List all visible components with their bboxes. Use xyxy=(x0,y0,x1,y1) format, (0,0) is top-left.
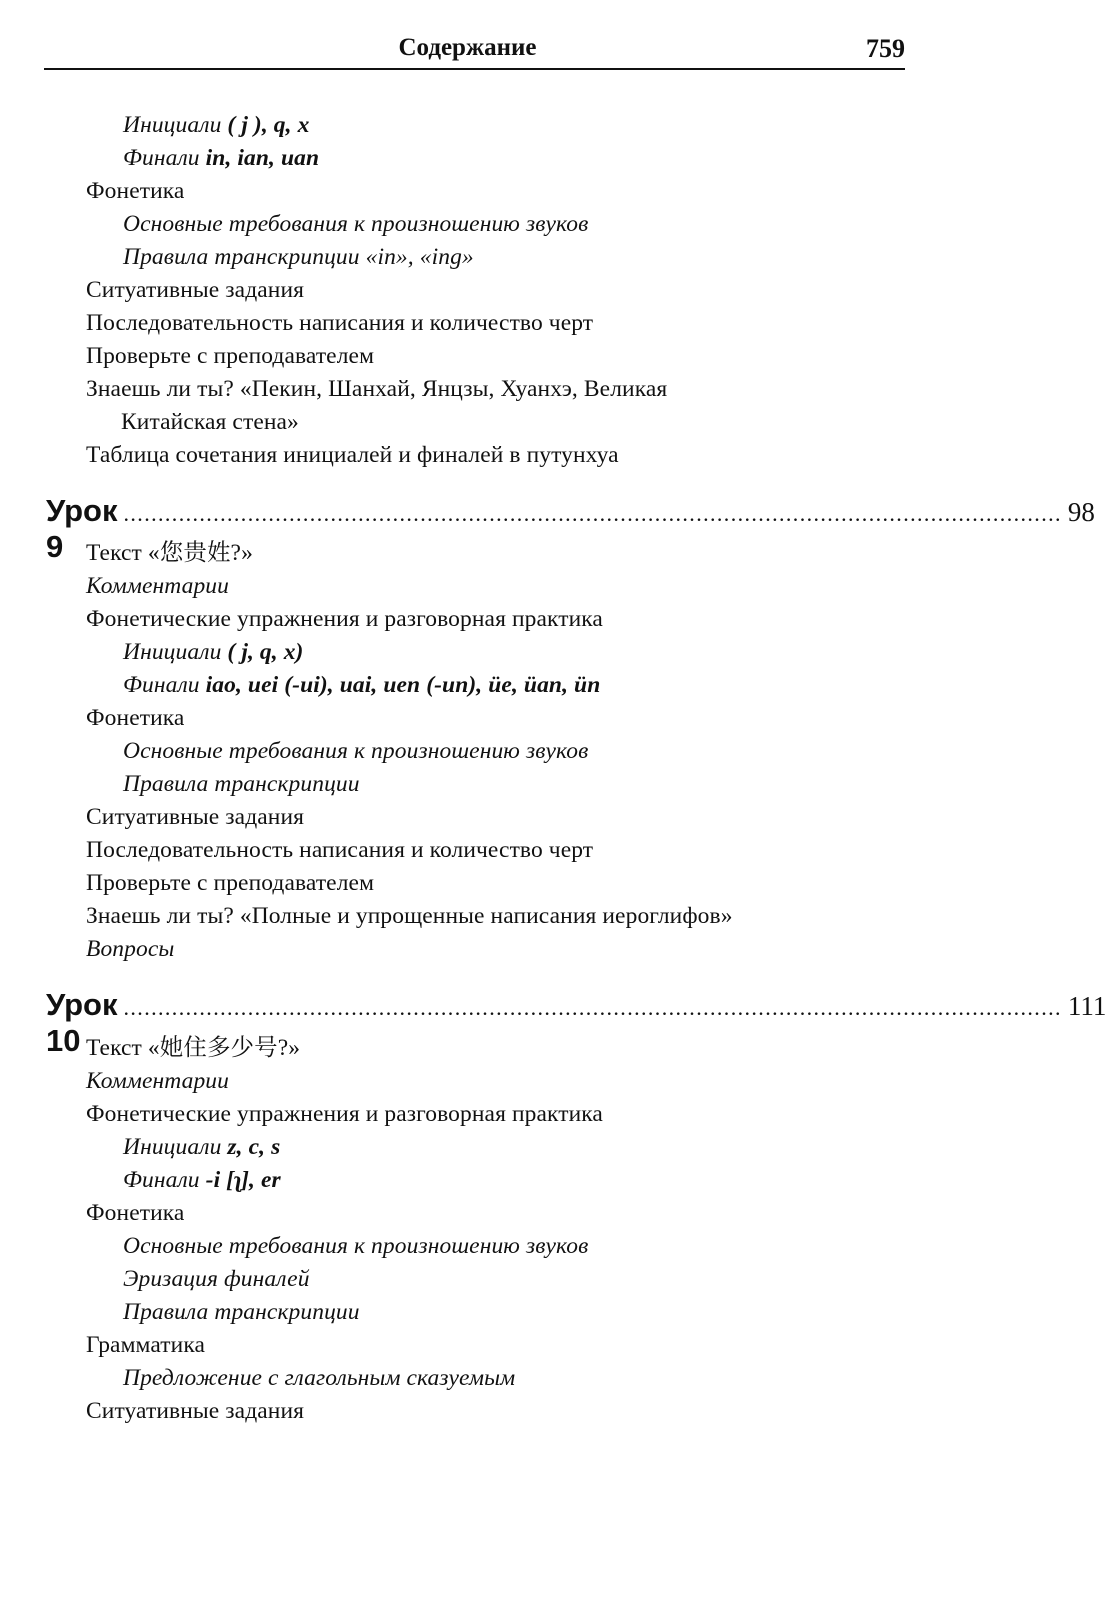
toc-subentry-value: z, c, s xyxy=(227,1134,281,1160)
toc-subentry-label: Инициали xyxy=(123,1134,222,1160)
toc-subentry-finals[interactable] xyxy=(123,143,319,173)
toc-entry-comments[interactable]: Комментарии xyxy=(86,1068,230,1094)
toc-subentry-value: in, ian, uan xyxy=(205,145,320,171)
running-header-title: Содержание xyxy=(398,34,537,61)
toc-subentry-transcription[interactable]: Правила транскрипции xyxy=(123,771,360,797)
toc-entry-situational-tasks[interactable]: Ситуативные задания xyxy=(86,1398,305,1424)
toc-entry-phonetics[interactable]: Фонетика xyxy=(86,178,185,204)
lesson-page-number: 111 xyxy=(1067,991,1106,1021)
toc-entry-questions[interactable]: Вопросы xyxy=(86,936,175,962)
toc-entry-phonetic-exercises[interactable]: Фонетические упражнения и разговорная практика xyxy=(86,606,603,632)
toc-subentry-transcription[interactable]: Правила транскрипции xyxy=(123,1299,360,1325)
toc-subentry-label: Инициали xyxy=(123,639,222,665)
toc-entry-phonetics[interactable]: Фонетика xyxy=(86,705,185,731)
toc-subentry-label: Финали xyxy=(123,145,200,171)
toc-entry-situational-tasks[interactable]: Ситуативные задания xyxy=(86,277,305,303)
toc-entry-check-with-teacher[interactable]: Проверьте с преподавателем xyxy=(86,870,375,896)
toc-subentry-finals[interactable] xyxy=(123,1165,281,1195)
toc-subentry-value: -i [ʅ], er xyxy=(205,1167,281,1193)
toc-subentry-transcription[interactable]: Правила транскрипции «in», «ing» xyxy=(123,244,474,270)
toc-subentry-erization[interactable]: Эризация финалей xyxy=(123,1266,310,1292)
toc-subentry-value: ( j, q, x) xyxy=(227,639,304,665)
toc-entry-text[interactable]: Текст «她住多少号?» xyxy=(86,1035,301,1061)
toc-subentry-pronunciation[interactable]: Основные требования к произношению звуков xyxy=(123,211,589,237)
toc-entry-text[interactable]: Текст «您贵姓?» xyxy=(86,540,253,566)
lesson-title: Урок 10 xyxy=(46,987,118,1058)
toc-entry-stroke-order[interactable]: Последовательность написания и количество черт xyxy=(86,837,594,863)
toc-subentry-label: Инициали xyxy=(123,112,222,138)
toc-subentry-pronunciation[interactable]: Основные требования к произношению звуков xyxy=(123,738,589,764)
toc-subentry-verbal-predicate[interactable]: Предложение с глагольным сказуемым xyxy=(123,1365,516,1391)
toc-entry-phonetics[interactable]: Фонетика xyxy=(86,1200,185,1226)
toc-entry-combination-table[interactable]: Таблица сочетания инициалей и финалей в путунхуа xyxy=(86,442,619,468)
header-rule xyxy=(44,68,905,70)
toc-subentry-finals[interactable] xyxy=(123,670,600,700)
toc-subentry-pronunciation[interactable]: Основные требования к произношению звуков xyxy=(123,1233,589,1259)
toc-entry-stroke-order[interactable]: Последовательность написания и количество черт xyxy=(86,310,594,336)
toc-subentry-label: Финали xyxy=(123,1167,200,1193)
toc-entry-check-with-teacher[interactable]: Проверьте с преподавателем xyxy=(86,343,375,369)
page-number: 759 xyxy=(866,34,905,63)
lesson-page-number: 98 xyxy=(1067,497,1095,527)
toc-subentry-value: iao, uei (-ui), uai, uen (-un), üe, üan, ün xyxy=(205,672,601,698)
toc-subentry-initials[interactable] xyxy=(123,637,303,667)
toc-entry-comments[interactable]: Комментарии xyxy=(86,573,230,599)
toc-entry-phonetic-exercises[interactable]: Фонетические упражнения и разговорная практика xyxy=(86,1101,603,1127)
toc-subentry-value: ( j ), q, x xyxy=(227,112,310,138)
toc-entry-grammar[interactable]: Грамматика xyxy=(86,1332,206,1358)
toc-entry-did-you-know-cont: Китайская стена» xyxy=(121,409,299,435)
toc-entry-situational-tasks[interactable]: Ситуативные задания xyxy=(86,804,305,830)
dot-leader: ........................................................................................................................................ xyxy=(123,995,1062,1020)
lesson-title: Урок 9 xyxy=(46,493,118,564)
dot-leader: ........................................................................................................................................ xyxy=(123,501,1062,526)
toc-subentry-initials[interactable] xyxy=(123,110,309,140)
toc-subentry-initials[interactable] xyxy=(123,1132,280,1162)
toc-subentry-label: Финали xyxy=(123,672,200,698)
toc-entry-did-you-know[interactable]: Знаешь ли ты? «Пекин, Шанхай, Янцзы, Хуанхэ, Великая xyxy=(86,376,668,402)
toc-entry-did-you-know[interactable]: Знаешь ли ты? «Полные и упрощенные написания иероглифов» xyxy=(86,903,733,929)
